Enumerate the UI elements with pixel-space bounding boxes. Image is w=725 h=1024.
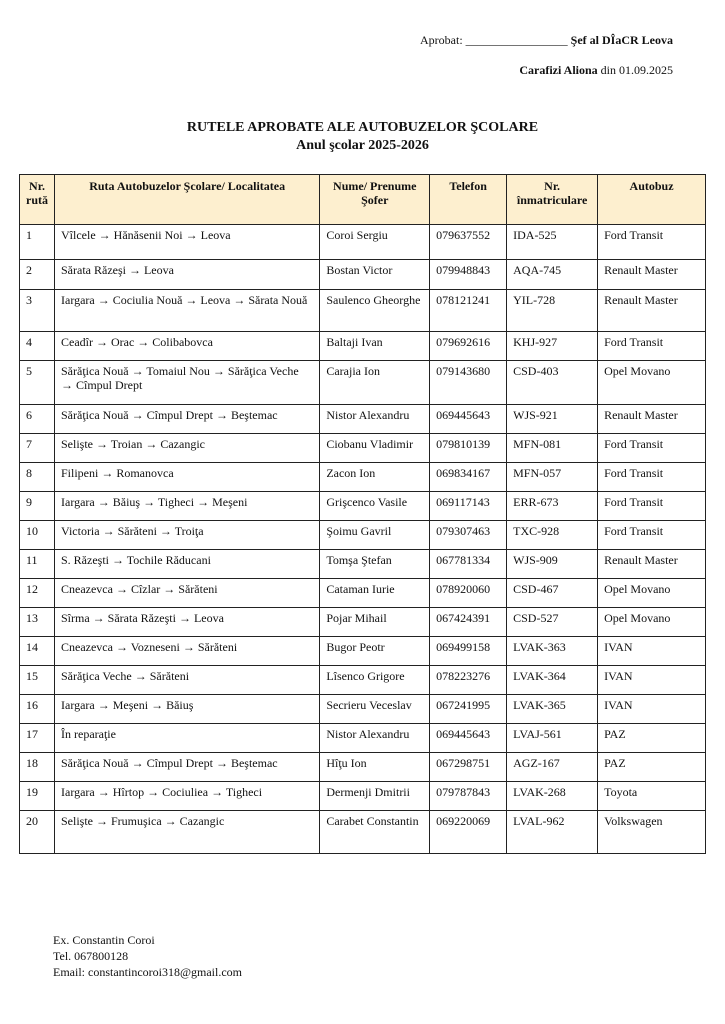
cell-col-phone: 079787843 [430, 782, 507, 811]
cell-col-driver: Secrieru Veceslav [320, 695, 430, 724]
footer-name: Ex. Constantin Coroi [53, 933, 155, 947]
table-row [20, 637, 706, 666]
cell-col-route: Sîrma → Sărata Răzeşti → Leova [55, 608, 320, 637]
cell-col-plate: AGZ-167 [507, 753, 598, 782]
cell-col-driver: Dermenji Dmitrii [320, 782, 430, 811]
cell-col-nr: 15 [20, 666, 55, 695]
signer-name: Carafizi Aliona [519, 63, 598, 77]
cell-col-route: Sărăţica Nouă → Tomaiul Nou → Sărăţica Veche → Cîmpul Drept [55, 361, 320, 405]
cell-col-plate: WJS-909 [507, 550, 598, 579]
cell-col-plate: TXC-928 [507, 521, 598, 550]
cell-col-driver: Grişcenco Vasile [320, 492, 430, 521]
table-row [20, 579, 706, 608]
cell-col-phone: 067241995 [430, 695, 507, 724]
table-row [20, 332, 706, 361]
cell-col-nr: 18 [20, 753, 55, 782]
cell-col-route: S. Răzeşti → Tochile Răducani [55, 550, 320, 579]
table-row [20, 463, 706, 492]
table-row [20, 724, 706, 753]
cell-col-driver: Tomşa Ştefan [320, 550, 430, 579]
cell-col-driver: Carajia Ion [320, 361, 430, 405]
cell-col-driver: Carabet Constantin [320, 811, 430, 854]
cell-col-route: Sărăţica Nouă → Cîmpul Drept → Beştemac [55, 753, 320, 782]
cell-col-phone: 079143680 [430, 361, 507, 405]
cell-col-route: Iargara → Băiuş → Tigheci → Meşeni [55, 492, 320, 521]
cell-col-route: Cneazevca → Vozneseni → Sărăteni [55, 637, 320, 666]
table-row [20, 260, 706, 290]
cell-col-plate: MFN-081 [507, 434, 598, 463]
table-row [20, 521, 706, 550]
cell-col-driver: Lîsenco Grigore [320, 666, 430, 695]
cell-col-nr: 19 [20, 782, 55, 811]
cell-col-nr: 11 [20, 550, 55, 579]
document-title [0, 119, 725, 155]
header-col-route: Ruta Autobuzelor Şcolare/ Localitatea [55, 175, 320, 225]
table-row [20, 782, 706, 811]
table-row [20, 608, 706, 637]
cell-col-plate: CSD-467 [507, 579, 598, 608]
cell-col-driver: Bostan Victor [320, 260, 430, 290]
cell-col-driver: Saulenco Gheorghe [320, 290, 430, 332]
cell-col-route: Sărăţica Veche → Sărăteni [55, 666, 320, 695]
cell-col-plate: CSD-403 [507, 361, 598, 405]
table-row [20, 225, 706, 260]
routes-table [19, 174, 706, 854]
cell-col-bus: Renault Master [598, 550, 706, 579]
cell-col-phone: 078920060 [430, 579, 507, 608]
cell-col-driver: Hîţu Ion [320, 753, 430, 782]
cell-col-driver: Ciobanu Vladimir [320, 434, 430, 463]
cell-col-driver: Pojar Mihail [320, 608, 430, 637]
cell-col-phone: 078121241 [430, 290, 507, 332]
cell-col-plate: LVAK-363 [507, 637, 598, 666]
cell-col-nr: 20 [20, 811, 55, 854]
cell-col-bus: Ford Transit [598, 434, 706, 463]
cell-col-bus: Opel Movano [598, 361, 706, 405]
cell-col-route: Sărăţica Nouă → Cîmpul Drept → Beştemac [55, 405, 320, 434]
cell-col-driver: Nistor Alexandru [320, 405, 430, 434]
cell-col-plate: IDA-525 [507, 225, 598, 260]
cell-col-bus: Opel Movano [598, 579, 706, 608]
approved-label: Aprobat: _________________ [420, 33, 568, 47]
cell-col-phone: 069445643 [430, 724, 507, 753]
table-row [20, 695, 706, 724]
cell-col-plate: LVAK-365 [507, 695, 598, 724]
table-body [20, 225, 706, 854]
cell-col-route: Selişte → Frumuşica → Cazangic [55, 811, 320, 854]
cell-col-plate: WJS-921 [507, 405, 598, 434]
cell-col-bus: Ford Transit [598, 521, 706, 550]
cell-col-nr: 9 [20, 492, 55, 521]
table-row [20, 361, 706, 405]
cell-col-bus: Toyota [598, 782, 706, 811]
cell-col-bus: IVAN [598, 695, 706, 724]
cell-col-plate: AQA-745 [507, 260, 598, 290]
table-row [20, 811, 706, 854]
footer-phone: Tel. 067800128 [53, 949, 129, 963]
cell-col-driver: Bugor Peotr [320, 637, 430, 666]
table-header-row [20, 175, 706, 225]
header-col-bus: Autobuz [598, 175, 706, 225]
table-row [20, 290, 706, 332]
cell-col-phone: 069117143 [430, 492, 507, 521]
cell-col-nr: 7 [20, 434, 55, 463]
header-col-plate: Nr. înmatriculare [507, 175, 598, 225]
cell-col-phone: 079307463 [430, 521, 507, 550]
table-row [20, 405, 706, 434]
cell-col-route: Ceadîr → Orac → Colibabovca [55, 332, 320, 361]
cell-col-nr: 2 [20, 260, 55, 290]
cell-col-bus: PAZ [598, 724, 706, 753]
header-col-driver: Nume/ Prenume Şofer [320, 175, 430, 225]
cell-col-nr: 4 [20, 332, 55, 361]
cell-col-route: Cneazevca → Cîzlar → Sărăteni [55, 579, 320, 608]
cell-col-plate: CSD-527 [507, 608, 598, 637]
cell-col-driver: Şoimu Gavril [320, 521, 430, 550]
footer-email: Email: constantincoroi318@gmail.com [53, 965, 243, 979]
cell-col-route: Vîlcele → Hănăsenii Noi → Leova [55, 225, 320, 260]
cell-col-phone: 069834167 [430, 463, 507, 492]
cell-col-route: Sărata Răzeşi → Leova [55, 260, 320, 290]
cell-col-phone: 079692616 [430, 332, 507, 361]
header-col-phone: Telefon [430, 175, 507, 225]
cell-col-bus: Ford Transit [598, 492, 706, 521]
cell-col-bus: Ford Transit [598, 225, 706, 260]
cell-col-nr: 5 [20, 361, 55, 405]
cell-col-route: Iargara → Meşeni → Băiuş [55, 695, 320, 724]
cell-col-phone: 069499158 [430, 637, 507, 666]
cell-col-route: Filipeni → Romanovca [55, 463, 320, 492]
title-line-1: RUTELE APROBATE ALE AUTOBUZELOR ŞCOLARE [186, 120, 539, 135]
cell-col-phone: 069445643 [430, 405, 507, 434]
table-row [20, 550, 706, 579]
cell-col-nr: 13 [20, 608, 55, 637]
table-row [20, 666, 706, 695]
cell-col-plate: LVAK-364 [507, 666, 598, 695]
cell-col-phone: 067424391 [430, 608, 507, 637]
table-row [20, 753, 706, 782]
cell-col-phone: 079637552 [430, 225, 507, 260]
cell-col-phone: 069220069 [430, 811, 507, 854]
cell-col-bus: Opel Movano [598, 608, 706, 637]
cell-col-nr: 8 [20, 463, 55, 492]
cell-col-phone: 067298751 [430, 753, 507, 782]
table-row [20, 492, 706, 521]
cell-col-plate: MFN-057 [507, 463, 598, 492]
cell-col-nr: 17 [20, 724, 55, 753]
cell-col-phone: 067781334 [430, 550, 507, 579]
approval-line [420, 33, 673, 48]
cell-col-driver: Zacon Ion [320, 463, 430, 492]
table-row [20, 434, 706, 463]
cell-col-route: Victoria → Sărăteni → Troiţa [55, 521, 320, 550]
cell-col-nr: 10 [20, 521, 55, 550]
cell-col-plate: YIL-728 [507, 290, 598, 332]
cell-col-bus: Ford Transit [598, 463, 706, 492]
cell-col-plate: LVAJ-561 [507, 724, 598, 753]
cell-col-plate: ERR-673 [507, 492, 598, 521]
cell-col-bus: Renault Master [598, 290, 706, 332]
cell-col-driver: Cataman Iurie [320, 579, 430, 608]
cell-col-driver: Baltaji Ivan [320, 332, 430, 361]
cell-col-nr: 16 [20, 695, 55, 724]
cell-col-nr: 12 [20, 579, 55, 608]
cell-col-nr: 14 [20, 637, 55, 666]
cell-col-bus: IVAN [598, 666, 706, 695]
cell-col-bus: Renault Master [598, 260, 706, 290]
header-col-nr: Nr. rută [20, 175, 55, 225]
cell-col-bus: Renault Master [598, 405, 706, 434]
cell-col-driver: Nistor Alexandru [320, 724, 430, 753]
title-line-2: Anul şcolar 2025-2026 [296, 138, 429, 153]
cell-col-route: Iargara → Hîrtop → Cociuliea → Tigheci [55, 782, 320, 811]
approved-title: Şef al DÎaCR Leova [570, 33, 673, 47]
cell-col-driver: Coroi Sergiu [320, 225, 430, 260]
cell-col-plate: LVAL-962 [507, 811, 598, 854]
cell-col-route: Selişte → Troian → Cazangic [55, 434, 320, 463]
cell-col-bus: IVAN [598, 637, 706, 666]
cell-col-bus: Volkswagen [598, 811, 706, 854]
cell-col-phone: 079948843 [430, 260, 507, 290]
cell-col-plate: LVAK-268 [507, 782, 598, 811]
cell-col-nr: 6 [20, 405, 55, 434]
cell-col-nr: 3 [20, 290, 55, 332]
signer-date: din 01.09.2025 [600, 63, 673, 77]
cell-col-route: Iargara → Cociulia Nouă → Leova → Sărata Nouă [55, 290, 320, 332]
footer-contact [53, 932, 242, 980]
signer-line [519, 63, 673, 78]
cell-col-phone: 078223276 [430, 666, 507, 695]
cell-col-plate: KHJ-927 [507, 332, 598, 361]
cell-col-phone: 079810139 [430, 434, 507, 463]
cell-col-nr: 1 [20, 225, 55, 260]
cell-col-bus: Ford Transit [598, 332, 706, 361]
cell-col-bus: PAZ [598, 753, 706, 782]
cell-col-route: În reparaţie [55, 724, 320, 753]
